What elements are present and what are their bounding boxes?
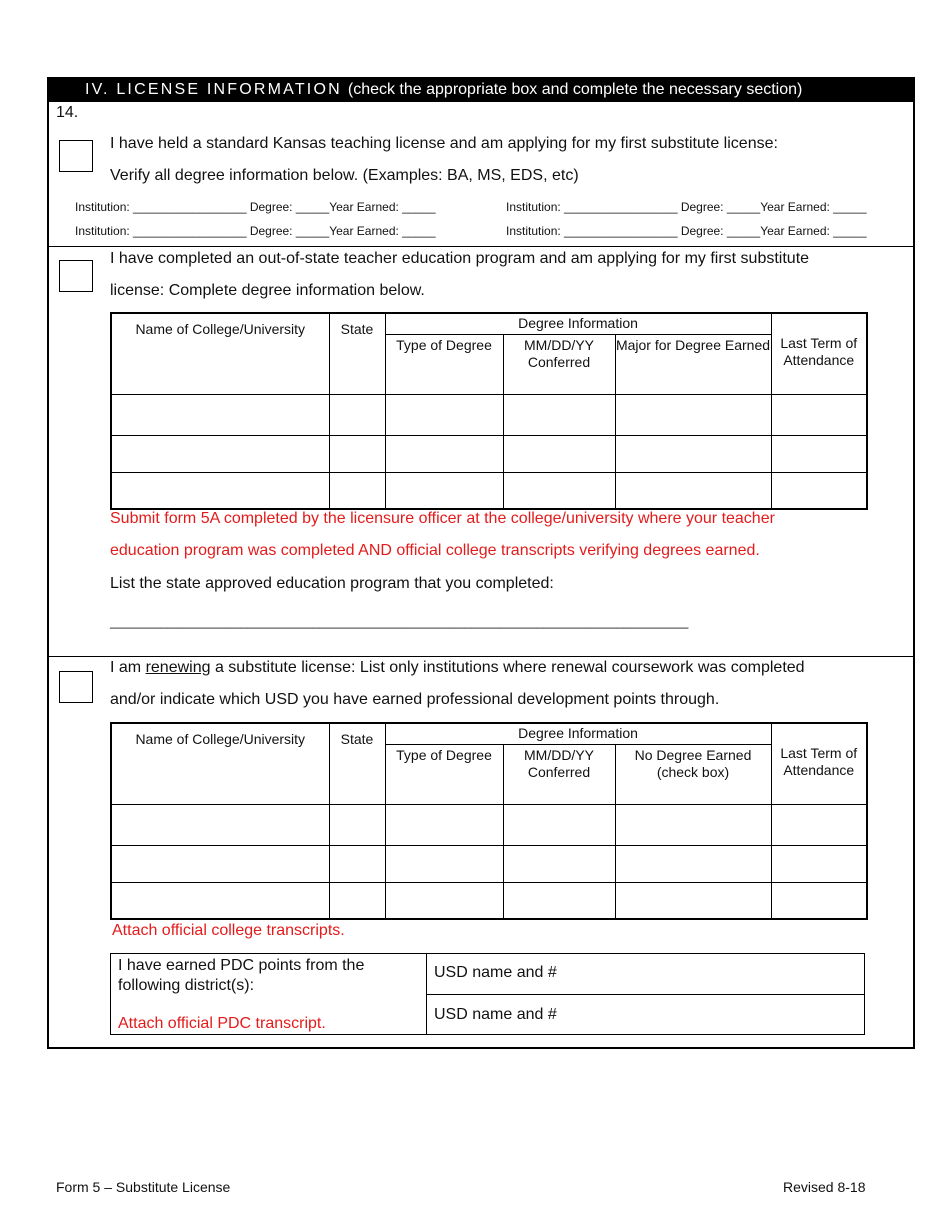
- table-row: [111, 882, 867, 919]
- table-cell[interactable]: [771, 804, 867, 845]
- table-row: [111, 845, 867, 882]
- col-header-term: Last Term of Attendance: [771, 313, 867, 394]
- table-cell[interactable]: [385, 804, 503, 845]
- pdc-transcript-note: Attach official PDC transcript.: [118, 1015, 326, 1032]
- table-cell[interactable]: [615, 804, 771, 845]
- table-cell[interactable]: [385, 394, 503, 435]
- divider-2: [47, 656, 915, 657]
- col-header-state: State: [329, 313, 385, 394]
- table-cell[interactable]: [503, 804, 615, 845]
- table-cell[interactable]: [615, 845, 771, 882]
- table-cell[interactable]: [329, 845, 385, 882]
- table-row: [111, 435, 867, 472]
- usd-field-1[interactable]: USD name and #: [434, 964, 557, 981]
- submit-form-note-2: education program was completed AND official college transcripts verifying degrees earned.: [110, 542, 760, 559]
- table-cell[interactable]: [615, 394, 771, 435]
- table-cell[interactable]: [503, 472, 615, 509]
- option2-line2: license: Complete degree information below.: [110, 282, 425, 299]
- pdc-box: [110, 953, 865, 1035]
- table-cell[interactable]: [111, 845, 329, 882]
- program-label: List the state approved education program that you completed:: [110, 575, 554, 592]
- col-header-type: Type of Degree: [385, 334, 503, 394]
- table-cell[interactable]: [111, 804, 329, 845]
- table-cell[interactable]: [111, 435, 329, 472]
- table-cell[interactable]: [329, 435, 385, 472]
- table-cell[interactable]: [615, 435, 771, 472]
- degree-table-out-of-state: [110, 312, 868, 510]
- program-input-line[interactable]: ________________________________________________________________________________: [110, 614, 689, 629]
- pdc-label: I have earned PDC points from the following district(s):: [118, 957, 365, 994]
- option1-line1: I have held a standard Kansas teaching license and am applying for my first substitute license:: [110, 135, 778, 152]
- table-cell[interactable]: [771, 882, 867, 919]
- table-row: [111, 804, 867, 845]
- table-cell[interactable]: [771, 845, 867, 882]
- footer-form-name: Form 5 – Substitute License: [56, 1179, 231, 1195]
- col-header-state: State: [329, 723, 385, 804]
- col-header-no-degree: No Degree Earned (check box): [615, 744, 771, 804]
- table-row: [111, 472, 867, 509]
- col-header-type: Type of Degree: [385, 744, 503, 804]
- option3-line2: and/or indicate which USD you have earned professional development points through.: [110, 691, 720, 708]
- section-header: [47, 77, 915, 102]
- section-title: IV. LICENSE INFORMATION: [85, 81, 342, 98]
- table-cell[interactable]: [503, 394, 615, 435]
- option2-line1: I have completed an out-of-state teacher education program and am applying for my first substitute: [110, 250, 810, 267]
- table-cell[interactable]: [771, 435, 867, 472]
- table-cell[interactable]: [503, 882, 615, 919]
- degree-field-1[interactable]: Institution: _________________ Degree: _____Year Earned: _____: [75, 200, 436, 214]
- table-cell[interactable]: [385, 845, 503, 882]
- checkbox-renewing[interactable]: [59, 671, 93, 703]
- degree-table-renewal: [110, 722, 868, 920]
- table-cell[interactable]: [615, 882, 771, 919]
- submit-form-note-1: Submit form 5A completed by the licensure officer at the college/university where your teacher: [110, 510, 775, 527]
- table-cell[interactable]: [329, 472, 385, 509]
- col-group-degree-info: Degree Information: [385, 313, 771, 334]
- table-cell[interactable]: [771, 394, 867, 435]
- table-row: [111, 394, 867, 435]
- pdc-divider-h: [426, 994, 864, 995]
- divider-1: [47, 246, 915, 247]
- table-cell[interactable]: [385, 882, 503, 919]
- col-header-date: MM/DD/YY Conferred: [503, 334, 615, 394]
- table-cell[interactable]: [111, 394, 329, 435]
- table-cell[interactable]: [329, 804, 385, 845]
- checkbox-standard-license[interactable]: [59, 140, 93, 172]
- table-cell[interactable]: [385, 435, 503, 472]
- attach-transcripts-note: Attach official college transcripts.: [112, 922, 345, 939]
- table-cell[interactable]: [771, 472, 867, 509]
- usd-field-2[interactable]: USD name and #: [434, 1006, 557, 1023]
- degree-field-4[interactable]: Institution: _________________ Degree: _____Year Earned: _____: [506, 224, 867, 238]
- option1-line2: Verify all degree information below. (Examples: BA, MS, EDS, etc): [110, 167, 579, 184]
- option3-line1: [110, 658, 805, 678]
- table-cell[interactable]: [503, 845, 615, 882]
- degree-field-3[interactable]: Institution: _________________ Degree: _____Year Earned: _____: [75, 224, 436, 238]
- table-cell[interactable]: [385, 472, 503, 509]
- footer-revised: Revised 8-18: [783, 1179, 866, 1195]
- option3-line1-post: a substitute license: List only institutions where renewal coursework was completed: [210, 659, 805, 676]
- col-header-major: Major for Degree Earned: [615, 334, 771, 394]
- table-cell[interactable]: [503, 435, 615, 472]
- table-cell[interactable]: [111, 472, 329, 509]
- degree-field-2[interactable]: Institution: _________________ Degree: _____Year Earned: _____: [506, 200, 867, 214]
- col-header-name: Name of College/University: [111, 313, 329, 394]
- option3-line1-pre: I am: [110, 659, 146, 676]
- col-header-name: Name of College/University: [111, 723, 329, 804]
- table-cell[interactable]: [329, 394, 385, 435]
- checkbox-out-of-state[interactable]: [59, 260, 93, 292]
- col-header-date: MM/DD/YY Conferred: [503, 744, 615, 804]
- table-cell[interactable]: [329, 882, 385, 919]
- section-note: (check the appropriate box and complete the necessary section): [347, 81, 803, 98]
- table-cell[interactable]: [111, 882, 329, 919]
- table-cell[interactable]: [615, 472, 771, 509]
- col-header-term: Last Term of Attendance: [771, 723, 867, 804]
- col-group-degree-info: Degree Information: [385, 723, 771, 744]
- item-number: 14.: [56, 104, 79, 121]
- renewing-word: renewing: [145, 659, 211, 676]
